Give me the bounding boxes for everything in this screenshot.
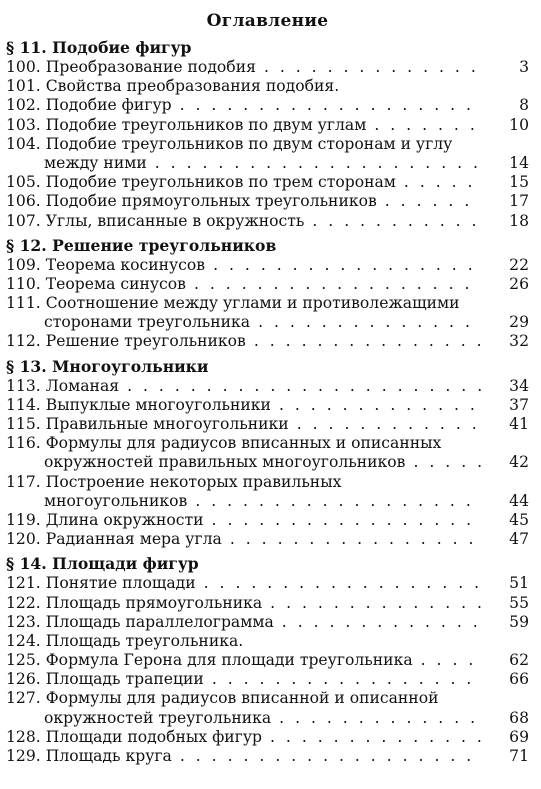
entry-title: Формулы для радиусов вписанной и описанной <box>45 689 439 708</box>
entry-number: 110. <box>6 274 41 293</box>
entry-number: 122. <box>6 593 41 612</box>
page-number: 55 <box>509 593 529 612</box>
entry-title: Углы, вписанные в окружность <box>45 211 305 230</box>
entry-continuation-line <box>6 154 529 173</box>
toc-entry <box>6 415 529 434</box>
toc-entry <box>6 116 529 135</box>
toc-entry <box>6 651 529 670</box>
entry-number: 115. <box>6 415 41 433</box>
entry-title: Площадь треугольника. <box>45 631 244 650</box>
dot-leader <box>195 492 481 511</box>
page-number: 37 <box>509 395 529 414</box>
entry-title: Теорема косинусов <box>45 255 206 274</box>
entry-line <box>6 473 529 492</box>
entry-number: 117. <box>6 472 41 491</box>
page-number: 17 <box>509 192 529 211</box>
entry-title: окружностей правильных многоугольников <box>44 453 406 472</box>
toc-title: Оглавление <box>206 11 329 31</box>
toc-entry <box>6 511 529 530</box>
toc-entry <box>6 434 529 472</box>
toc-entry <box>6 256 529 275</box>
toc-entry <box>6 377 529 396</box>
entry-number: 109. <box>6 255 41 274</box>
entry-title: Подобие треугольников по трем сторонам <box>45 173 396 192</box>
entry-line <box>6 594 529 613</box>
entry-line <box>6 294 529 313</box>
page-number: 42 <box>509 453 529 472</box>
toc-entry <box>6 574 529 593</box>
entry-line <box>6 747 529 766</box>
dot-leader <box>155 154 481 173</box>
entry-line <box>6 377 529 396</box>
dot-leader <box>254 332 481 351</box>
toc-entry <box>6 77 529 96</box>
toc-entry <box>6 689 529 727</box>
entry-line <box>6 135 529 154</box>
entry-number: 119. <box>6 510 41 529</box>
page-number: 62 <box>509 651 529 670</box>
page-number: 14 <box>509 153 529 172</box>
entry-title: Выпуклые многоугольники <box>45 395 271 414</box>
entry-line <box>6 77 529 96</box>
entry-number: 100. <box>6 58 41 76</box>
toc-entry <box>6 212 529 231</box>
entry-title: Площадь прямоугольника <box>45 593 263 612</box>
dot-leader <box>282 613 481 632</box>
toc-entry <box>6 728 529 747</box>
entry-number: 116. <box>6 434 41 453</box>
entry-number: 128. <box>6 727 41 746</box>
entry-title: Площадь параллелограмма <box>45 612 274 631</box>
entry-title: Площадь трапеции <box>45 670 204 689</box>
entry-title: Понятие площади <box>45 574 196 593</box>
entry-title: Площадь круга <box>45 747 172 765</box>
entry-title: Решение треугольников <box>45 332 246 351</box>
entry-number: 111. <box>6 294 41 313</box>
entry-line <box>6 670 529 689</box>
page-number: 47 <box>509 530 529 549</box>
page-number: 44 <box>509 491 529 510</box>
entry-number: 103. <box>6 115 41 134</box>
toc-entry <box>6 396 529 415</box>
toc-entry <box>6 332 529 351</box>
entry-number: 121. <box>6 574 41 593</box>
toc-section <box>6 38 529 231</box>
entry-line <box>6 530 529 549</box>
entry-title: Построение некоторых правильных <box>45 472 342 491</box>
dot-leader <box>270 594 481 613</box>
dot-leader <box>213 256 481 275</box>
dot-leader <box>413 453 481 472</box>
entry-line <box>6 256 529 275</box>
entry-title: Длина окружности <box>45 510 204 529</box>
entry-line <box>6 728 529 747</box>
toc-section <box>6 357 529 550</box>
entry-title: Формула Герона для площади треугольника <box>45 651 413 670</box>
entry-line <box>6 275 529 294</box>
page-number: 8 <box>519 96 529 115</box>
entry-line <box>6 434 529 453</box>
dot-leader <box>421 651 481 670</box>
entry-title: между ними <box>44 153 147 172</box>
entry-number: 102. <box>6 96 41 115</box>
toc-entry <box>6 530 529 549</box>
section-heading: § 14. Площади фигур <box>6 554 199 574</box>
entry-title: Радианная мера угла <box>45 530 222 549</box>
toc-section <box>6 554 529 766</box>
entry-title: Подобие фигур <box>45 96 172 115</box>
entry-number: 125. <box>6 651 41 670</box>
entry-number: 107. <box>6 211 41 230</box>
entry-line <box>6 58 529 77</box>
entry-title: Соотношение между углами и противолежащими <box>45 294 460 313</box>
entry-line <box>6 396 529 415</box>
entry-title: Подобие прямоугольных треугольников <box>45 192 377 211</box>
entry-line <box>6 96 529 115</box>
entry-number: 127. <box>6 689 41 708</box>
toc-entry <box>6 473 529 511</box>
page-number: 71 <box>509 747 529 765</box>
toc-entry <box>6 294 529 332</box>
entry-line <box>6 632 529 651</box>
entry-line <box>6 212 529 231</box>
toc-entry <box>6 96 529 115</box>
entry-title: Ломаная <box>45 376 120 395</box>
dot-leader <box>385 192 481 211</box>
entry-title: многоугольников <box>44 491 188 510</box>
dot-leader <box>404 173 481 192</box>
dot-leader <box>312 212 481 231</box>
entry-line <box>6 415 529 434</box>
dot-leader <box>279 396 481 415</box>
entry-continuation-line <box>6 313 529 332</box>
entry-number: 123. <box>6 612 41 631</box>
page-number: 3 <box>519 58 529 76</box>
entry-continuation-line <box>6 709 529 728</box>
entry-line <box>6 192 529 211</box>
entry-title: сторонами треугольника <box>44 313 251 332</box>
page-number: 41 <box>509 415 529 433</box>
entry-title: Правильные многоугольники <box>45 415 289 433</box>
entry-number: 113. <box>6 376 41 395</box>
entry-number: 104. <box>6 134 41 153</box>
section-heading: § 11. Подобие фигур <box>6 38 192 57</box>
entry-title: Свойства преобразования подобия. <box>45 77 340 96</box>
page-number: 22 <box>509 255 529 274</box>
toc-entry <box>6 58 529 77</box>
entry-title: Формулы для радиусов вписанных и описанных <box>45 434 442 453</box>
toc-section <box>6 236 529 352</box>
page-number: 34 <box>509 376 529 395</box>
page-number: 29 <box>509 313 529 332</box>
entry-title: окружностей треугольника <box>44 708 272 727</box>
entry-number: 114. <box>6 395 41 414</box>
page-number: 69 <box>509 727 529 746</box>
entry-line <box>6 332 529 351</box>
toc-entry <box>6 173 529 192</box>
toc-list <box>6 38 529 766</box>
dot-leader <box>297 415 481 434</box>
dot-leader <box>212 670 481 689</box>
toc-entry <box>6 747 529 766</box>
entry-continuation-line <box>6 453 529 472</box>
page-number: 68 <box>509 708 529 727</box>
entry-number: 129. <box>6 747 41 765</box>
dot-leader <box>180 96 481 115</box>
entry-continuation-line <box>6 492 529 511</box>
page-number: 10 <box>509 115 529 134</box>
dot-leader <box>194 275 481 294</box>
entry-line <box>6 511 529 530</box>
toc-entry <box>6 670 529 689</box>
entry-number: 120. <box>6 530 41 549</box>
page-number: 18 <box>509 211 529 230</box>
toc-entry <box>6 632 529 651</box>
entry-title: Подобие треугольников по двум углам <box>45 115 367 134</box>
toc-entry <box>6 275 529 294</box>
entry-title: Подобие треугольников по двум сторонам и углу <box>45 134 453 153</box>
dot-leader <box>270 728 481 747</box>
section-heading: § 13. Многоугольники <box>6 356 209 376</box>
page-number: 26 <box>509 274 529 293</box>
entry-number: 106. <box>6 192 41 211</box>
entry-line <box>6 574 529 593</box>
dot-leader <box>264 58 481 77</box>
entry-line <box>6 613 529 632</box>
entry-title: Теорема синусов <box>45 274 186 293</box>
entry-number: 124. <box>6 631 41 650</box>
dot-leader <box>180 747 481 766</box>
page-number: 45 <box>509 510 529 529</box>
page-number: 15 <box>509 173 529 192</box>
entry-line <box>6 689 529 708</box>
entry-line <box>6 116 529 135</box>
entry-number: 126. <box>6 670 41 689</box>
section-heading: § 12. Решение треугольников <box>6 235 277 255</box>
entry-line <box>6 173 529 192</box>
toc-entry <box>6 135 529 173</box>
dot-leader <box>127 377 481 396</box>
entry-number: 101. <box>6 77 41 96</box>
page-number: 59 <box>509 612 529 631</box>
toc-entry <box>6 613 529 632</box>
dot-leader <box>374 116 481 135</box>
dot-leader <box>212 511 481 530</box>
entry-line <box>6 651 529 670</box>
dot-leader <box>204 574 481 593</box>
entry-title: Площади подобных фигур <box>45 727 263 746</box>
page-number: 51 <box>509 574 529 593</box>
toc-entry <box>6 192 529 211</box>
page-number: 66 <box>509 670 529 689</box>
dot-leader <box>279 709 481 728</box>
dot-leader <box>258 313 481 332</box>
page-number: 32 <box>509 332 529 351</box>
entry-number: 112. <box>6 332 41 351</box>
entry-title: Преобразование подобия <box>45 58 256 76</box>
dot-leader <box>230 530 481 549</box>
entry-number: 105. <box>6 173 41 192</box>
toc-entry <box>6 594 529 613</box>
